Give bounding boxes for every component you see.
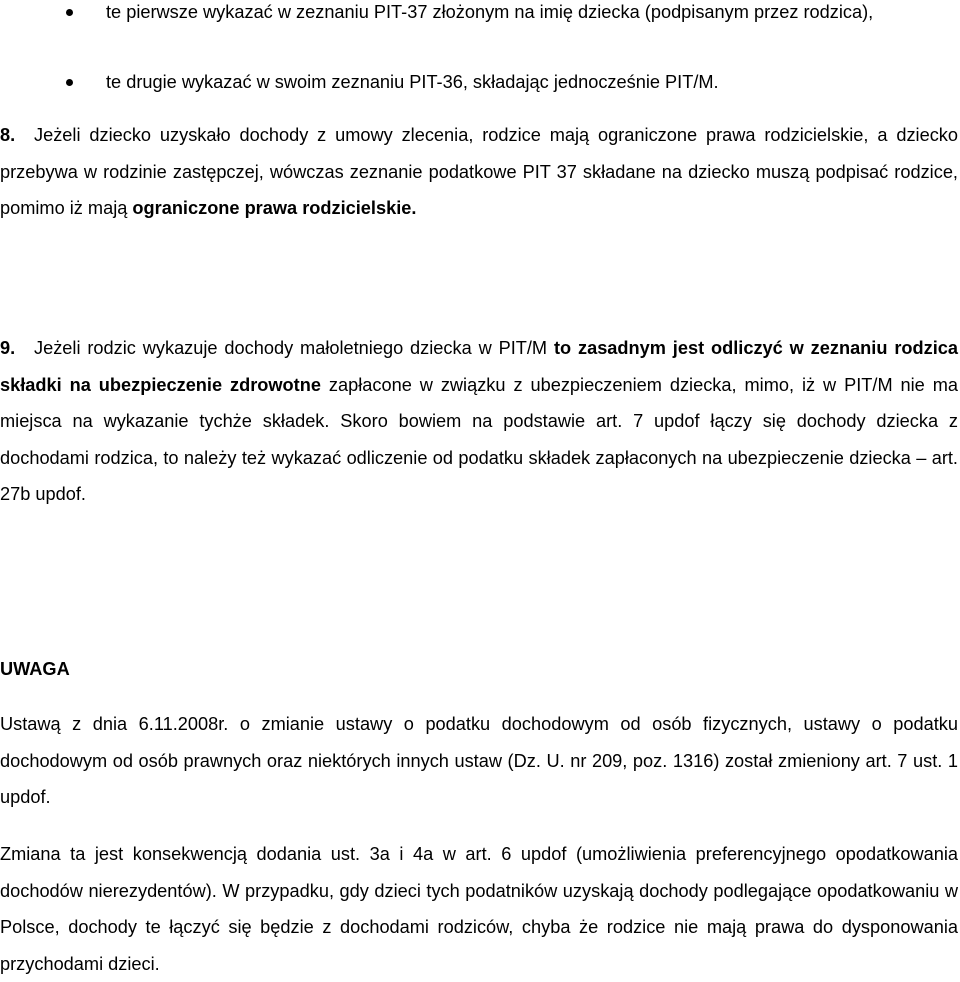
uwaga-paragraph-2: Zmiana ta jest konsekwencją dodania ust. 3a i 4a w art. 6 updof (umożliwienia preferencyjnego opodatkowania dochodów nierezydentów). W przypadku, gdy dzieci tych podatników uzyskają dochody podlegające opodatkowaniu w Polsce, dochody te łączyć się będzie z dochodami rodziców, chyba że rodzice nie mają prawa do dysponowania przychodami dzieci. bbox=[0, 844, 958, 974]
item-text: Jeżeli rodzic wykazuje dochody małoletniego dziecka w PIT/M bbox=[34, 338, 554, 358]
item-bold-text: ograniczone prawa rodzicielskie. bbox=[132, 198, 417, 218]
uwaga-paragraph-1: Ustawą z dnia 6.11.2008r. o zmianie ustawy o podatku dochodowym od osób fizycznych, ustawy o podatku dochodowym od osób prawnych oraz niektórych innych ustaw (Dz. U. nr 209, poz. 1316) został zmieniony art. 7 ust. 1 updof. bbox=[0, 714, 958, 807]
paragraph-item-9 bbox=[0, 330, 958, 513]
bullet-item-1 bbox=[0, 0, 958, 31]
bullet-icon bbox=[66, 9, 73, 16]
uwaga-heading: UWAGA bbox=[0, 659, 70, 679]
item-number: 9. bbox=[0, 338, 16, 358]
item-text-continued: zapłacone w związku z ubezpieczeniem dziecka, mimo, iż w PIT/M nie ma miejsca na wykazanie tychże składek. Skoro bowiem na podstawie art. 7 updof łączy się dochody dziecka z dochodami rodzica, to należy też wykazać odliczenie od podatku składek zapłaconych na ubezpieczenie dziecka – art. 27b updof. bbox=[0, 374, 958, 504]
bullet-text: te pierwsze wykazać w zeznaniu PIT-37 złożonym na imię dziecka (podpisanym przez rodzica), bbox=[106, 2, 874, 22]
item-number: 8. bbox=[0, 125, 16, 145]
item-text: Jeżeli dziecko uzyskało dochody z umowy zlecenia, rodzice mają ograniczone prawa rodzicielskie, a dziecko przebywa w rodzinie zastępczej, wówczas zeznanie podatkowe PIT 37 składane na dziecko muszą podpisać rodzice, pomimo iż mają bbox=[0, 125, 958, 218]
paragraph-item-8 bbox=[0, 117, 958, 227]
bullet-text: te drugie wykazać w swoim zeznaniu PIT-36, składając jednocześnie PIT/M. bbox=[106, 72, 719, 92]
item-bold-text: to zasadnym jest odliczyć w zeznaniu rodzica składki na ubezpieczenie zdrowotne bbox=[0, 338, 958, 395]
bullet-icon bbox=[66, 79, 73, 86]
bullet-item-2 bbox=[0, 64, 958, 101]
